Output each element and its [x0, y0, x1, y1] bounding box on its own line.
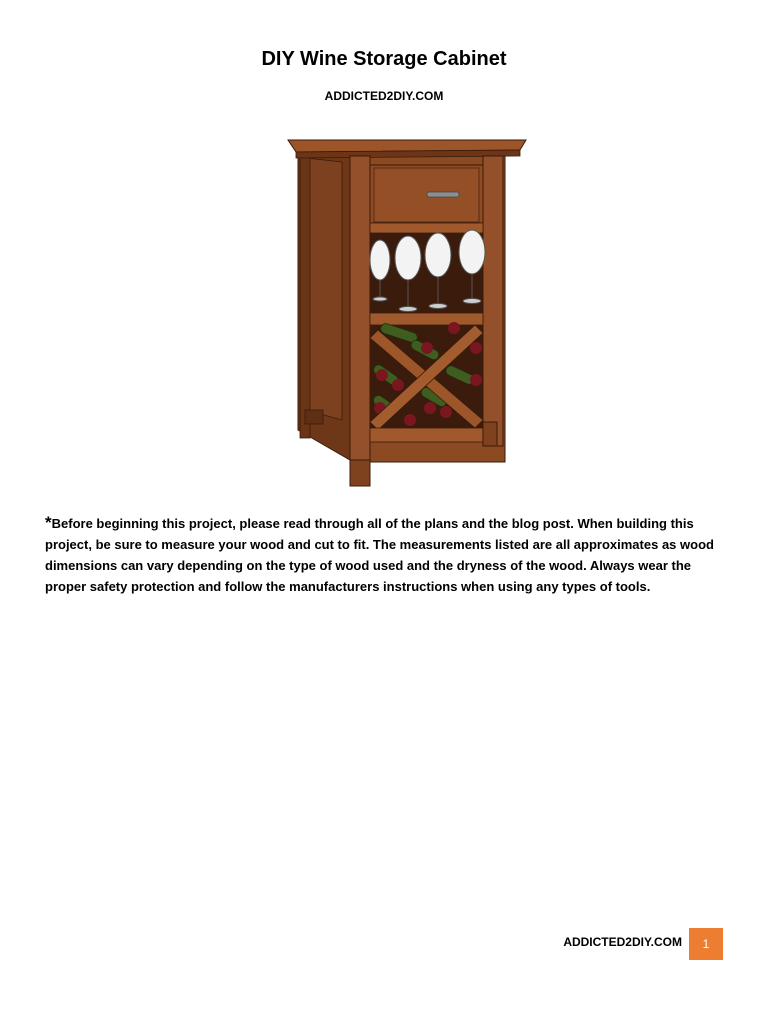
- page-number: 1: [689, 928, 723, 960]
- footer-site: ADDICTED2DIY.COM: [563, 935, 682, 949]
- page-title: DIY Wine Storage Cabinet: [261, 48, 507, 70]
- note-asterisk: *: [45, 513, 52, 532]
- wine-cabinet-illustration: [280, 130, 530, 492]
- site-subtitle: ADDICTED2DIY.COM: [324, 89, 444, 103]
- note-text: Before beginning this project, please read through all of the plans and the blog post. When building this project, be sure to measure your wood and cut to fit. The measurements listed are all approximates as wood dimensions can vary depending on the type of wood used and the dryness of the wood. Always wear the proper safety protection and follow the manufacturers instructions when using any types of tools.: [45, 516, 714, 594]
- safety-note: [45, 512, 725, 597]
